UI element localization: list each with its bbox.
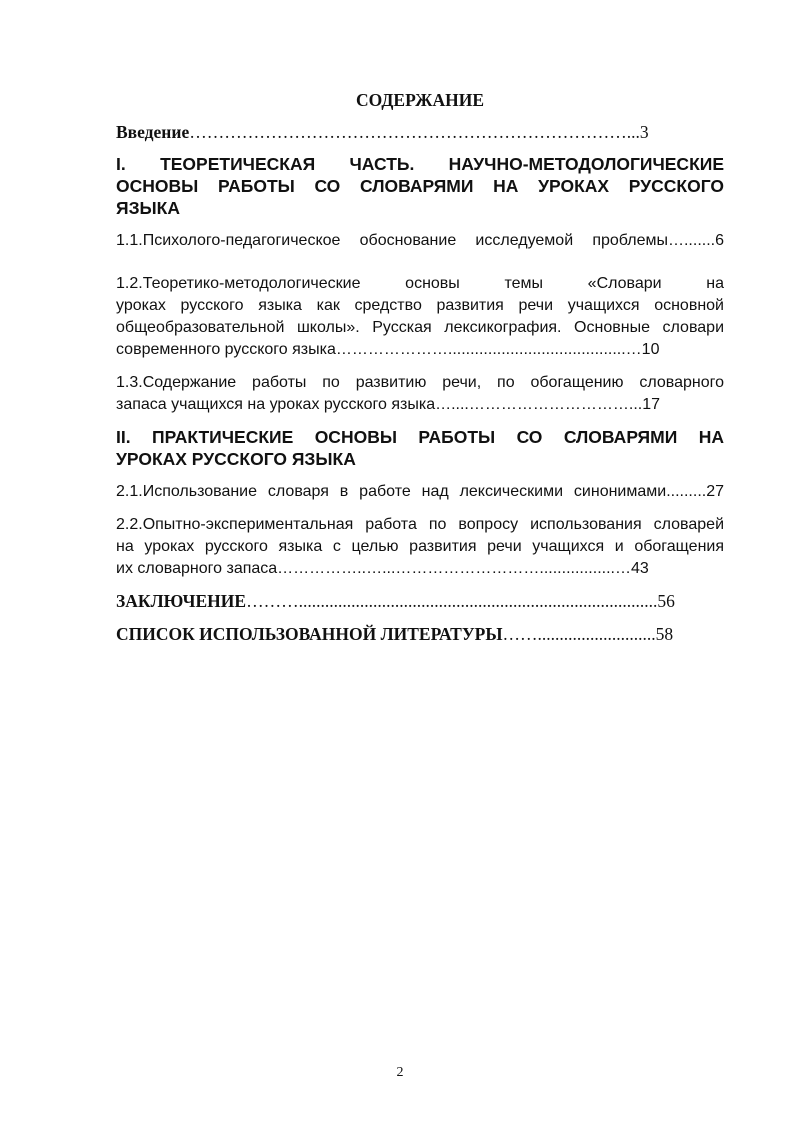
toc-line: на уроках русского языка с целью развития речи учащихся и обогащения [116,538,724,555]
toc-page-number: 58 [655,624,674,644]
toc-line: их словарного запаса……………..…...……………………….................…43 [116,560,649,577]
toc-entry-label: СПИСОК ИСПОЛЬЗОВАННОЙ ЛИТЕРАТУРЫ [116,624,503,644]
toc-line: ОСНОВЫ РАБОТЫ СО СЛОВАРЯМИ НА УРОКАХ РУССКОГО [116,176,724,196]
toc-leader-dots: ……….................................................................................. [246,591,658,611]
toc-entry-label: ЗАКЛЮЧЕНИЕ [116,591,247,611]
page-number: 2 [396,1065,404,1080]
toc-line: 2.2.Опытно-экспериментальная работа по вопросу использования словарей [116,516,724,533]
toc-entry-2-2 [116,514,724,580]
toc-entry-intro [116,121,724,143]
toc-line: 1.1.Психолого-педагогическое обоснование исследуемой проблемы….......6 [116,232,724,249]
toc-line: II. ПРАКТИЧЕСКИЕ ОСНОВЫ РАБОТЫ СО СЛОВАРЯМИ НА [116,427,724,447]
toc-part-2-heading [116,426,724,470]
toc-leader-dots: ……........................... [502,624,656,644]
page-title: СОДЕРЖАНИЕ [355,90,484,110]
toc-page-number: 56 [657,591,675,611]
toc-line: 1.2.Теоретико-методологические основы темы «Словари на [116,275,724,292]
toc-line: уроках русского языка как средство развития речи учащихся основной [116,297,724,314]
toc-line: современного русского языка…………………........................................…10 [116,341,660,358]
toc-entry-1-2 [116,273,724,361]
toc-line: I. ТЕОРЕТИЧЕСКАЯ ЧАСТЬ. НАУЧНО-МЕТОДОЛОГИЧЕСКИЕ [116,154,724,174]
toc-line: УРОКАХ РУССКОГО ЯЗЫКА [116,449,356,469]
toc-line: 2.1.Использование словаря в работе над лексическими синонимами.........27 [116,483,724,500]
toc-entry-1-3 [116,372,724,416]
toc-page-number: 3 [639,122,649,142]
toc-line: общеобразовательной школы». Русская лексикография. Основные словари [116,319,724,336]
toc-entry-1-1 [116,230,724,252]
toc-line: ЯЗЫКА [116,198,180,218]
toc-line: запаса учащихся на уроках русского языка…....…………………………...17 [116,396,661,413]
toc-entry-2-1 [116,481,724,503]
toc-part-1-heading [116,153,724,219]
toc-entry-label: Введение [116,122,190,142]
toc-entry-bibliography [116,623,724,645]
toc-leader-dots: …………………………………………………………………... [189,122,640,142]
toc-line: 1.3.Содержание работы по развитию речи, по обогащению словарного [116,374,724,391]
toc-entry-conclusion [116,590,724,612]
